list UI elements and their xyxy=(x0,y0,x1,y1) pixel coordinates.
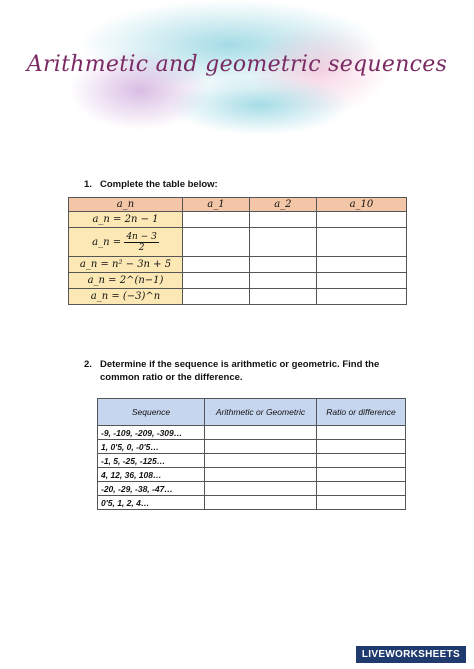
col-header-sequence: Sequence xyxy=(98,399,205,426)
col-header-a2: a_2 xyxy=(249,198,316,212)
formula-cell: a_n = 2n − 1 xyxy=(69,212,183,228)
answer-cell[interactable] xyxy=(183,273,250,289)
answer-cell[interactable] xyxy=(316,212,406,228)
answer-cell[interactable] xyxy=(205,496,317,510)
table-row xyxy=(98,482,406,496)
question-text: Complete the table below: xyxy=(100,179,218,190)
sequence-cell: -20, -29, -38, -47… xyxy=(98,482,205,496)
liveworksheets-logo: LIVEWORKSHEETS xyxy=(356,646,466,663)
table-row xyxy=(98,454,406,468)
table-row xyxy=(69,212,407,228)
question-text-line2: common ratio or the difference. xyxy=(100,372,243,383)
answer-cell[interactable] xyxy=(249,289,316,305)
answer-cell[interactable] xyxy=(316,273,406,289)
answer-cell[interactable] xyxy=(317,496,406,510)
formula-lhs: a_n = xyxy=(92,236,122,248)
fraction-denominator: 2 xyxy=(138,242,145,253)
question-1-heading xyxy=(84,178,218,191)
question-number: 1. xyxy=(84,179,92,190)
sequence-cell: 1, 0'5, 0, -0'5… xyxy=(98,440,205,454)
page-title: Arithmetic and geometric sequences xyxy=(26,52,448,77)
answer-cell[interactable] xyxy=(183,212,250,228)
table-row xyxy=(69,273,407,289)
sequence-classification-table xyxy=(97,398,406,510)
table-row xyxy=(69,228,407,257)
col-header-ratio: Ratio or difference xyxy=(317,399,406,426)
formula-cell: a_n = (−3)^n xyxy=(69,289,183,305)
answer-cell[interactable] xyxy=(316,289,406,305)
formula-cell xyxy=(69,228,183,257)
question-number: 2. xyxy=(84,359,92,370)
table-row xyxy=(69,257,407,273)
question-text-line1: Determine if the sequence is arithmetic or geometric. Find the xyxy=(100,359,380,370)
answer-cell[interactable] xyxy=(249,273,316,289)
answer-cell[interactable] xyxy=(317,454,406,468)
fraction xyxy=(124,232,159,253)
table-row xyxy=(69,289,407,305)
formula-cell: a_n = 2^(n−1) xyxy=(69,273,183,289)
answer-cell[interactable] xyxy=(316,257,406,273)
col-header-a1: a_1 xyxy=(183,198,250,212)
fraction-numerator: 4n − 3 xyxy=(126,231,157,242)
sequence-cell: 0'5, 1, 2, 4… xyxy=(98,496,205,510)
table-row xyxy=(98,468,406,482)
answer-cell[interactable] xyxy=(317,440,406,454)
sequence-cell: 4, 12, 36, 108… xyxy=(98,468,205,482)
col-header-type: Arithmetic or Geometric xyxy=(205,399,317,426)
answer-cell[interactable] xyxy=(317,482,406,496)
table-header-row xyxy=(69,198,407,212)
table-row xyxy=(98,440,406,454)
answer-cell[interactable] xyxy=(249,228,316,257)
answer-cell[interactable] xyxy=(317,426,406,440)
answer-cell[interactable] xyxy=(183,257,250,273)
answer-cell[interactable] xyxy=(183,228,250,257)
col-header-an: a_n xyxy=(69,198,183,212)
sequence-terms-table xyxy=(68,197,407,305)
answer-cell[interactable] xyxy=(205,482,317,496)
sequence-cell: -9, -109, -209, -309… xyxy=(98,426,205,440)
answer-cell[interactable] xyxy=(183,289,250,305)
answer-cell[interactable] xyxy=(316,228,406,257)
answer-cell[interactable] xyxy=(205,440,317,454)
answer-cell[interactable] xyxy=(205,454,317,468)
table-row xyxy=(98,426,406,440)
question-2-heading xyxy=(84,358,379,384)
formula-cell: a_n = n² − 3n + 5 xyxy=(69,257,183,273)
answer-cell[interactable] xyxy=(317,468,406,482)
table-row xyxy=(98,496,406,510)
sequence-cell: -1, 5, -25, -125… xyxy=(98,454,205,468)
answer-cell[interactable] xyxy=(205,426,317,440)
col-header-a10: a_10 xyxy=(316,198,406,212)
answer-cell[interactable] xyxy=(249,212,316,228)
table-header-row xyxy=(98,399,406,426)
answer-cell[interactable] xyxy=(249,257,316,273)
answer-cell[interactable] xyxy=(205,468,317,482)
